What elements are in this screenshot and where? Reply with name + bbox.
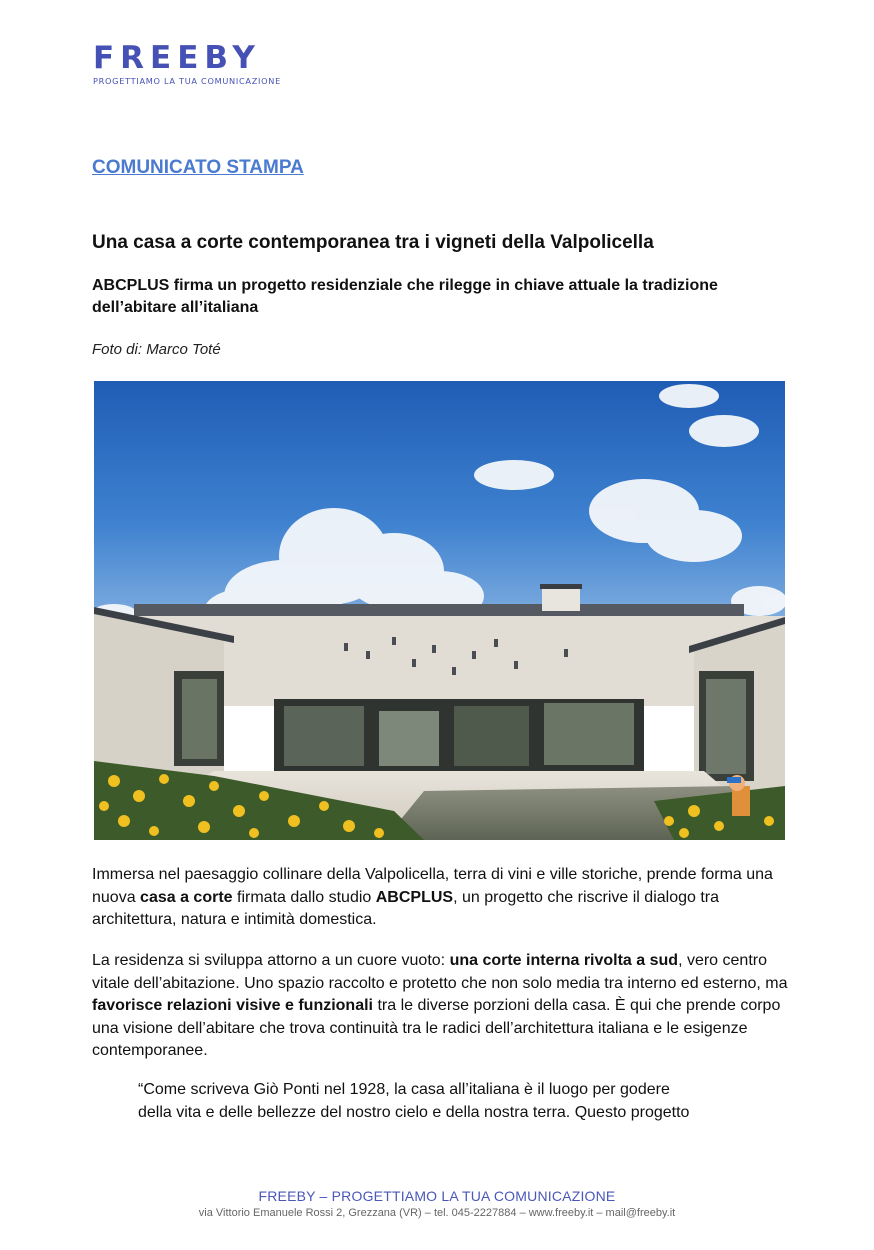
- courtyard-house-photo: [94, 381, 785, 840]
- logo-wordmark: FREEBY: [93, 40, 261, 76]
- photo-credit: Foto di: Marco Toté: [92, 341, 221, 358]
- logo-tagline: PROGETTIAMO LA TUA COMUNICAZIONE: [93, 76, 281, 86]
- article-subtitle: ABCPLUS firma un progetto residenziale che rilegge in chiave attuale la tradizione dell’abitare all’italiana: [92, 277, 718, 316]
- press-release-link[interactable]: COMUNICATO STAMPA: [92, 157, 304, 178]
- page-footer: [0, 1188, 874, 1219]
- footer-brand: FREEBY – PROGETTIAMO LA TUA COMUNICAZIONE: [258, 1188, 616, 1204]
- courtyard-paragraph: La residenza si sviluppa attorno a un cuore vuoto: una corte interna rivolta a sud, vero centro vitale dell’abitazione. Uno spazio raccolto e protetto che non solo media tra interno ed esterno, ma favorisce relazioni visive e funzionali tra le diverse porzioni della casa. È qui che prende corpo una visione dell’abitare che trova continuità tra le radici dell’architettura italiana e le esigenze contemporanee.: [92, 952, 788, 1059]
- ponti-quote: “Come scriveva Giò Ponti nel 1928, la casa all’italiana è il luogo per godere della vita e delle bellezze del nostro cielo e della nostra terra. Questo progetto: [138, 1081, 690, 1121]
- intro-paragraph: Immersa nel paesaggio collinare della Valpolicella, terra di vini e ville storiche, prende forma una nuova casa a corte firmata dallo studio ABCPLUS, un progetto che riscrive il dialogo tra architettura, natura e intimità domestica.: [92, 866, 773, 928]
- article-title: Una casa a corte contemporanea tra i vigneti della Valpolicella: [92, 232, 654, 253]
- footer-contacts: via Vittorio Emanuele Rossi 2, Grezzana (VR) – tel. 045-2227884 – www.freeby.it – mail@freeby.it: [198, 1207, 676, 1219]
- freeby-logo: [93, 40, 281, 86]
